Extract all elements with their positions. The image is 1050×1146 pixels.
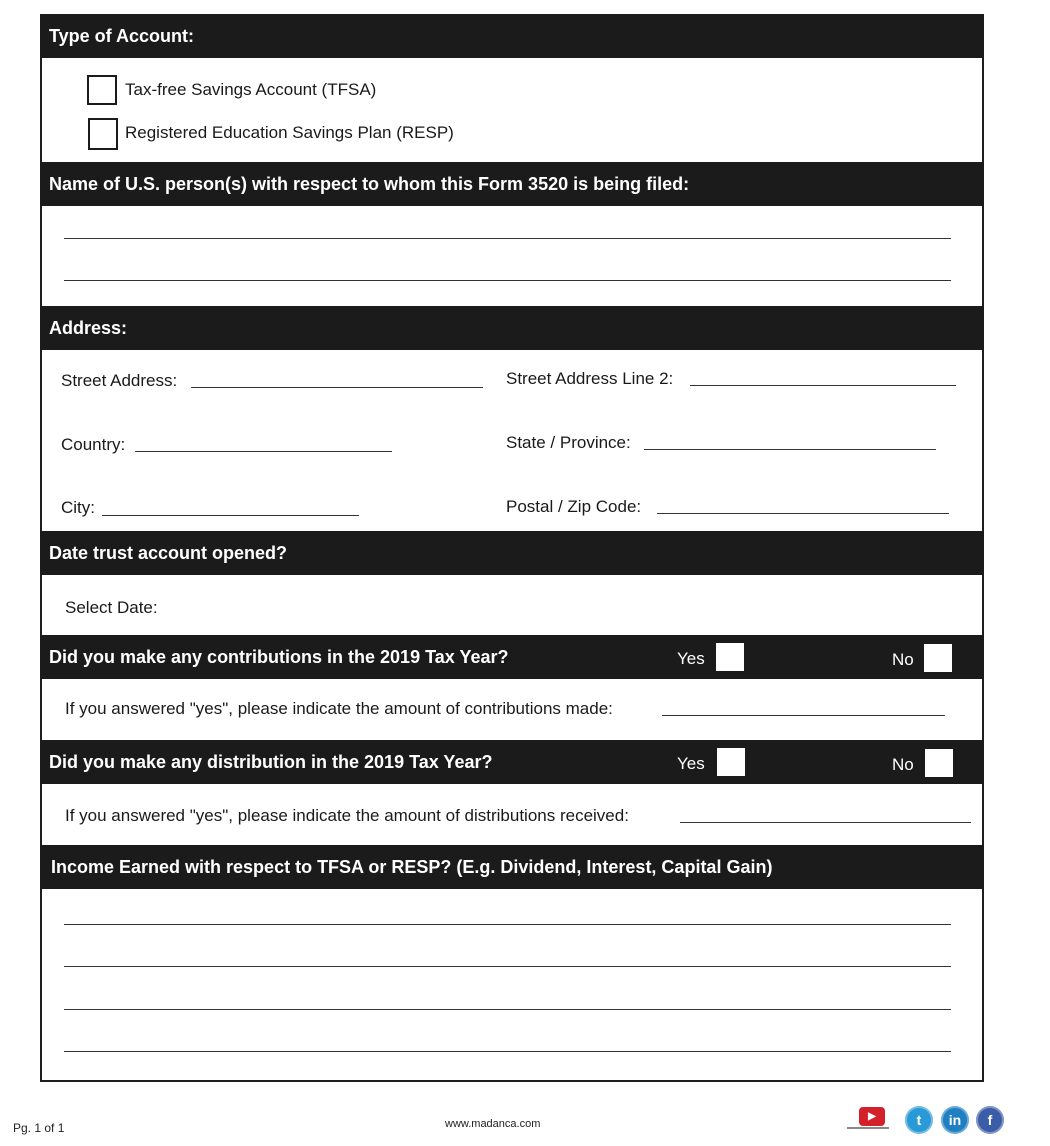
youtube-icon[interactable]: ▶ <box>847 1107 889 1135</box>
section-title: Income Earned with respect to TFSA or RESP? (E.g. Dividend, Interest, Capital Gain) <box>51 856 773 877</box>
section-title: Did you make any contributions in the 2019 Tax Year? <box>49 646 509 667</box>
contributions-yes-label: Yes <box>677 649 705 668</box>
state-field[interactable] <box>644 449 936 450</box>
distributions-yes-checkbox[interactable] <box>716 747 746 777</box>
section-header-date <box>40 531 984 575</box>
postal-label: Postal / Zip Code: <box>506 497 642 516</box>
tfsa-checkbox[interactable] <box>87 75 117 105</box>
person-name-line-1[interactable] <box>64 238 951 239</box>
section-title: Address: <box>49 317 128 338</box>
income-line-4[interactable] <box>64 1051 951 1052</box>
section-header-account-type <box>40 14 984 58</box>
street-address-field[interactable] <box>191 387 483 388</box>
income-line-1[interactable] <box>64 924 951 925</box>
city-field[interactable] <box>102 515 359 516</box>
contributions-no-label: No <box>892 650 914 669</box>
street-address-label: Street Address: <box>61 371 178 390</box>
distributions-no-label: No <box>892 755 914 774</box>
city-label: City: <box>61 498 95 517</box>
section-title: Type of Account: <box>49 25 194 46</box>
contributions-amount-label: If you answered "yes", please indicate the amount of contributions made: <box>65 699 613 718</box>
section-header-persons <box>40 162 984 206</box>
section-title: Name of U.S. person(s) with respect to whom this Form 3520 is being filed: <box>49 173 690 194</box>
facebook-icon[interactable]: f <box>976 1106 1004 1134</box>
distributions-amount-field[interactable] <box>680 822 971 823</box>
linkedin-icon[interactable]: in <box>941 1106 969 1134</box>
tfsa-label: Tax-free Savings Account (TFSA) <box>125 80 377 99</box>
resp-label: Registered Education Savings Plan (RESP) <box>125 123 454 142</box>
page-number: Pg. 1 of 1 <box>13 1121 65 1135</box>
section-header-income <box>40 845 984 889</box>
resp-checkbox[interactable] <box>88 118 118 150</box>
section-title: Date trust account opened? <box>49 542 288 563</box>
contributions-no-checkbox[interactable] <box>923 643 953 673</box>
distributions-amount-label: If you answered "yes", please indicate the amount of distributions received: <box>65 806 629 825</box>
distributions-yes-label: Yes <box>677 754 705 773</box>
income-line-3[interactable] <box>64 1009 951 1010</box>
person-name-line-2[interactable] <box>64 280 951 281</box>
select-date-label[interactable]: Select Date: <box>65 598 158 617</box>
country-label: Country: <box>61 435 126 454</box>
footer-url[interactable]: www.madanca.com <box>445 1118 541 1130</box>
state-label: State / Province: <box>506 433 631 452</box>
street-address-2-field[interactable] <box>690 385 956 386</box>
contributions-amount-field[interactable] <box>662 715 945 716</box>
income-line-2[interactable] <box>64 966 951 967</box>
street-address-2-label: Street Address Line 2: <box>506 369 674 388</box>
twitter-icon[interactable]: t <box>905 1106 933 1134</box>
contributions-yes-checkbox[interactable] <box>715 642 745 672</box>
distributions-no-checkbox[interactable] <box>924 748 954 778</box>
country-field[interactable] <box>135 451 392 452</box>
postal-field[interactable] <box>657 513 949 514</box>
section-header-address <box>40 306 984 350</box>
section-header-contributions <box>40 635 984 679</box>
section-title: Did you make any distribution in the 2019 Tax Year? <box>49 751 493 772</box>
section-header-distributions <box>40 740 984 784</box>
